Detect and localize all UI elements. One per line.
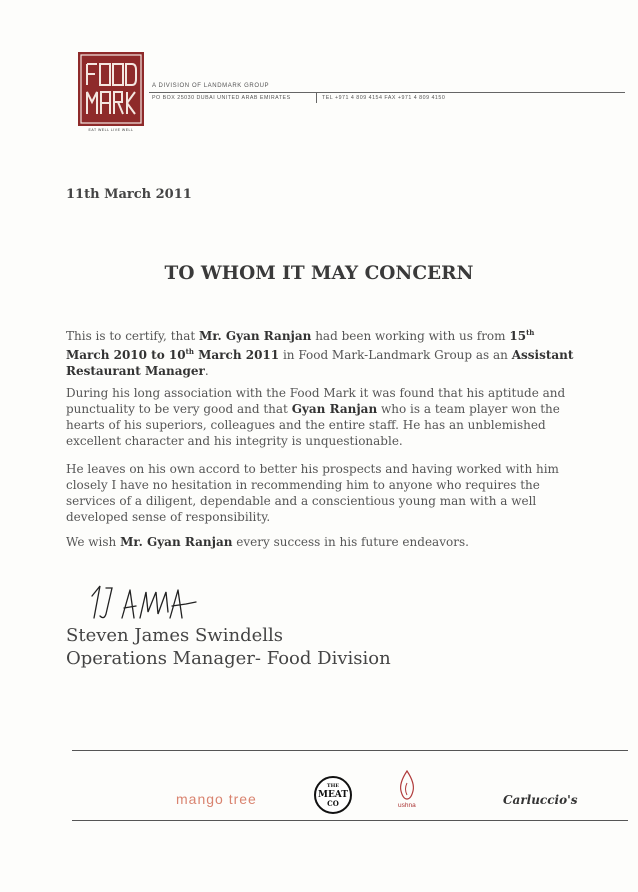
meat-co-logo xyxy=(313,775,353,819)
svg-text:CO: CO xyxy=(327,799,339,808)
paragraph-association: During his long association with the Food Mark it was found that his aptitude and punctuality to be very good and that Gyan Ranjan who is a team player won the hearts of his superiors, colleagues and the entire staff. He has an unblemished excellent character and his integrity is unquestionable. xyxy=(66,386,566,448)
paragraph-recommendation: He leaves on his own accord to better his prospects and having worked with him closely I have no hesitation in recommending him to anyone who requires the services of a diligent, dependable and a conscientious young man with a well developed sense of responsibility. xyxy=(66,462,559,524)
paragraph-wishes: We wish Mr. Gyan Ranjan every success in his future endeavors. xyxy=(66,535,469,549)
svg-text:THE: THE xyxy=(326,783,340,789)
employee-name: Mr. Gyan Ranjan xyxy=(199,329,312,343)
paragraph-certify: This is to certify, that Mr. Gyan Ranjan had been working with us from 15th March 2010 to 10th March 2011 in Food Mark-Landmark Group as an Assistant Restaurant Manager. xyxy=(66,328,574,378)
footer-rule-top xyxy=(72,750,628,751)
contact-text: TEL +971 4 809 4154 FAX +971 4 809 4150 xyxy=(322,95,446,101)
food-mark-logo xyxy=(78,52,144,126)
mango-tree-logo: mango tree xyxy=(176,791,257,807)
signer-title: Operations Manager- Food Division xyxy=(66,648,391,669)
address-text: PO BOX 25030 DUBAI UNITED ARAB EMIRATES xyxy=(152,95,291,101)
ushna-flame-icon xyxy=(396,769,418,805)
carluccios-logo: Carluccio's xyxy=(503,793,578,807)
ushna-logo: ushna xyxy=(398,802,416,809)
header-rule xyxy=(149,92,625,93)
svg-text:MEAT: MEAT xyxy=(317,790,349,800)
header-separator xyxy=(316,93,317,103)
footer-rule-bottom xyxy=(72,820,628,821)
letter-title: TO WHOM IT MAY CONCERN xyxy=(164,263,474,284)
division-text: A DIVISION OF LANDMARK GROUP xyxy=(152,83,270,89)
letter-date: 11th March 2011 xyxy=(66,187,192,202)
logo-mark xyxy=(78,52,144,126)
handwritten-signature xyxy=(86,578,246,626)
signer-name: Steven James Swindells xyxy=(66,625,283,646)
logo-tagline: EAT WELL LIVE WELL xyxy=(88,128,134,132)
employee-role: Assistant Restaurant Manager xyxy=(66,348,574,378)
